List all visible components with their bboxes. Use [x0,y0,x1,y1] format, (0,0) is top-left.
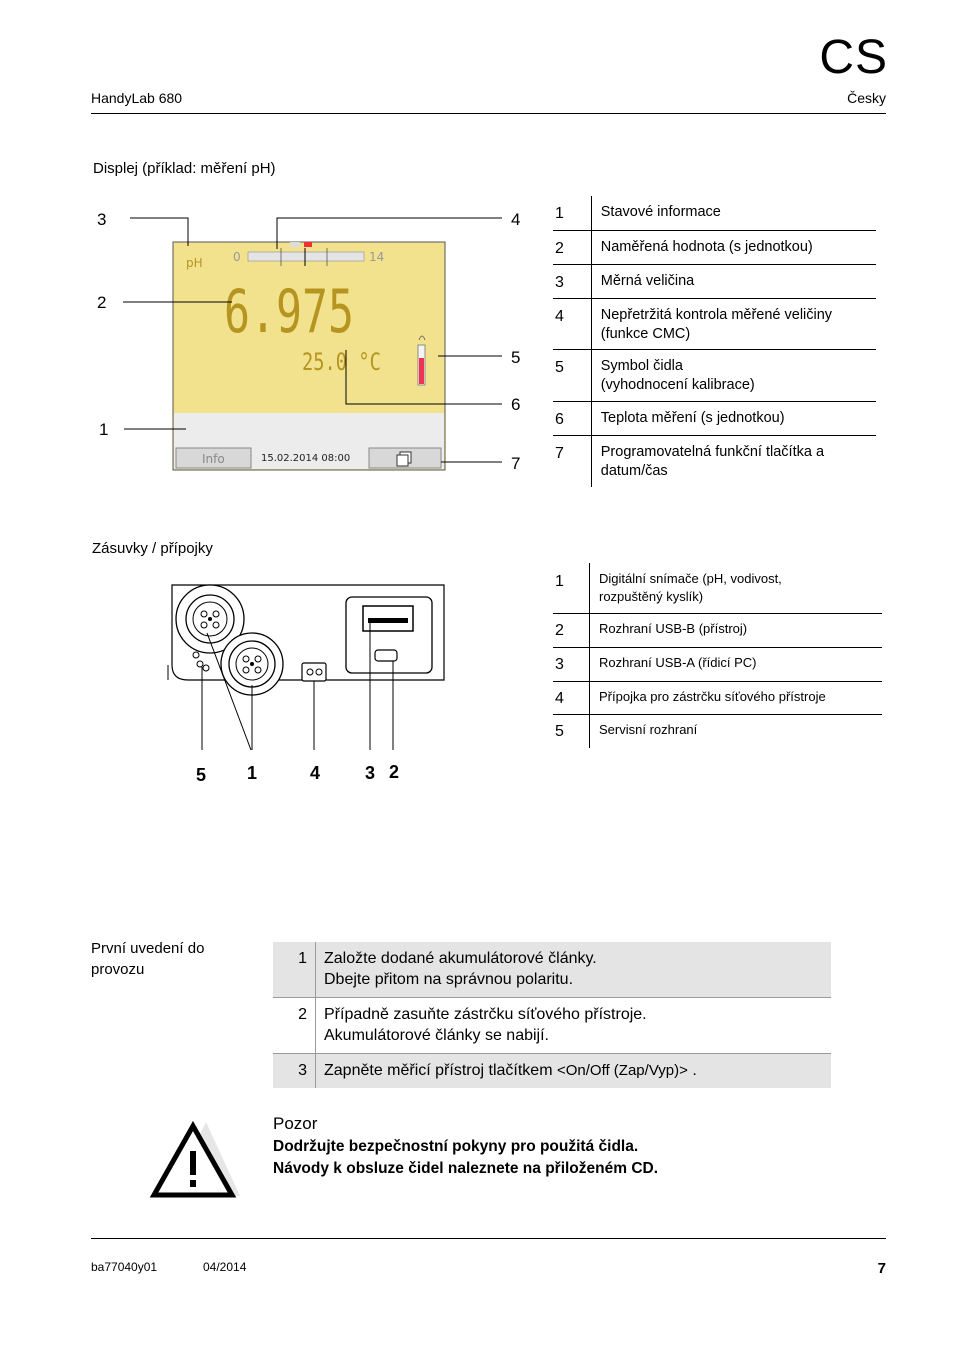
sockets-diagram [160,575,460,790]
lcd-scale-min: 0 [233,250,241,264]
legend-num: 2 [553,613,590,647]
warning-icon [150,1120,242,1200]
legend-text: Digitální snímače (pH, vodivost, rozpuštěný kyslík) [590,563,883,613]
sockets-section-title: Zásuvky / přípojky [92,540,213,557]
legend-text: Servisní rozhraní [599,721,698,737]
caution-text: Dodržujte bezpečnostní pokyny pro použitá čidla. Návody k obsluze čidel naleznete na přiloženém CD. [273,1138,659,1177]
callout-1: 1 [99,420,109,439]
display-diagram [90,200,540,490]
lcd-param: pH [186,256,203,270]
legend-num: 3 [553,647,590,681]
language-name: Česky [847,90,886,106]
sockets-legend-table [553,563,882,748]
startup-section-title: První uvedení do provozu [91,940,205,978]
lcd-scale-max: 14 [369,250,385,264]
step-number: 2 [273,998,316,1054]
product-name: HandyLab 680 [91,90,183,106]
legend-num: 2 [553,230,591,264]
socket-callout-2: 2 [389,762,400,782]
callout-6: 6 [511,395,521,414]
footer-rule [91,1238,886,1239]
step-row [273,998,831,1054]
display-section-title: Displej (příklad: měření pH) [93,160,276,177]
step-number: 1 [273,942,316,998]
legend-text: Přípojka pro zástrčku síťového přístroje [590,681,883,714]
key-label: <On/Off (Zap/Vyp)> [556,1062,688,1079]
step-text: Zapněte měřicí přístroj tlačítkem <On/Off (Zap/Vyp)> . [316,1054,832,1089]
legend-num: 7 [553,435,591,487]
step-number: 3 [273,1054,316,1089]
callout-7: 7 [511,454,521,473]
legend-text: Teplota měření (s jednotkou) [591,401,876,435]
language-code: CS [819,31,888,84]
legend-num: 5 [553,349,591,401]
callout-5: 5 [511,348,521,367]
lcd-datetime: 15.02.2014 08:00 [261,453,351,464]
legend-text: Programovatelná funkční tlačítka a datum/čas [600,443,825,479]
display-legend-table [553,196,876,487]
legend-text: Stavové informace [591,196,876,230]
caution-title: Pozor [273,1114,318,1133]
legend-text: Symbol čidla (vyhodnocení kalibrace) [591,349,876,401]
legend-num: 4 [553,681,590,714]
socket-callout-5: 5 [196,765,207,785]
legend-num: 5 [553,714,590,748]
info-softkey[interactable]: Info [202,452,225,466]
legend-num: 1 [553,563,590,613]
lcd-temperature: 25.0 °C [302,348,381,377]
legend-text: Rozhraní USB-A (řídicí PC) [590,647,883,681]
legend-text: Rozhraní USB-B (přístroj) [590,613,883,647]
callout-2: 2 [97,293,107,312]
legend-text: Měrná veličina [591,264,876,298]
step-text: Případně zasuňte zástrčku síťového přístroje. Akumulátorové články se nabijí. [316,998,832,1054]
lcd-reading: 6.975 [224,276,355,347]
step-text: Založte dodané akumulátorové články. Dbejte přitom na správnou polaritu. [316,942,832,998]
legend-num: 6 [553,401,591,435]
legend-num: 1 [553,196,591,230]
step-row [273,1054,831,1089]
socket-callout-3: 3 [365,763,376,783]
doc-date: 04/2014 [203,1260,247,1274]
socket-callout-4: 4 [310,763,321,783]
legend-num: 3 [553,264,591,298]
header-rule [91,113,886,114]
legend-num: 4 [553,298,591,349]
callout-3: 3 [97,210,107,229]
page-number: 7 [877,1260,886,1277]
doc-id: ba77040y01 [91,1260,158,1274]
step-row [273,942,831,998]
callout-4: 4 [511,210,521,229]
legend-text: Nepřetržitá kontrola měřené veličiny (funkce CMC) [591,298,876,349]
startup-steps-table [273,942,831,1088]
socket-callout-1: 1 [247,763,258,783]
legend-text: Naměřená hodnota (s jednotkou) [591,230,876,264]
